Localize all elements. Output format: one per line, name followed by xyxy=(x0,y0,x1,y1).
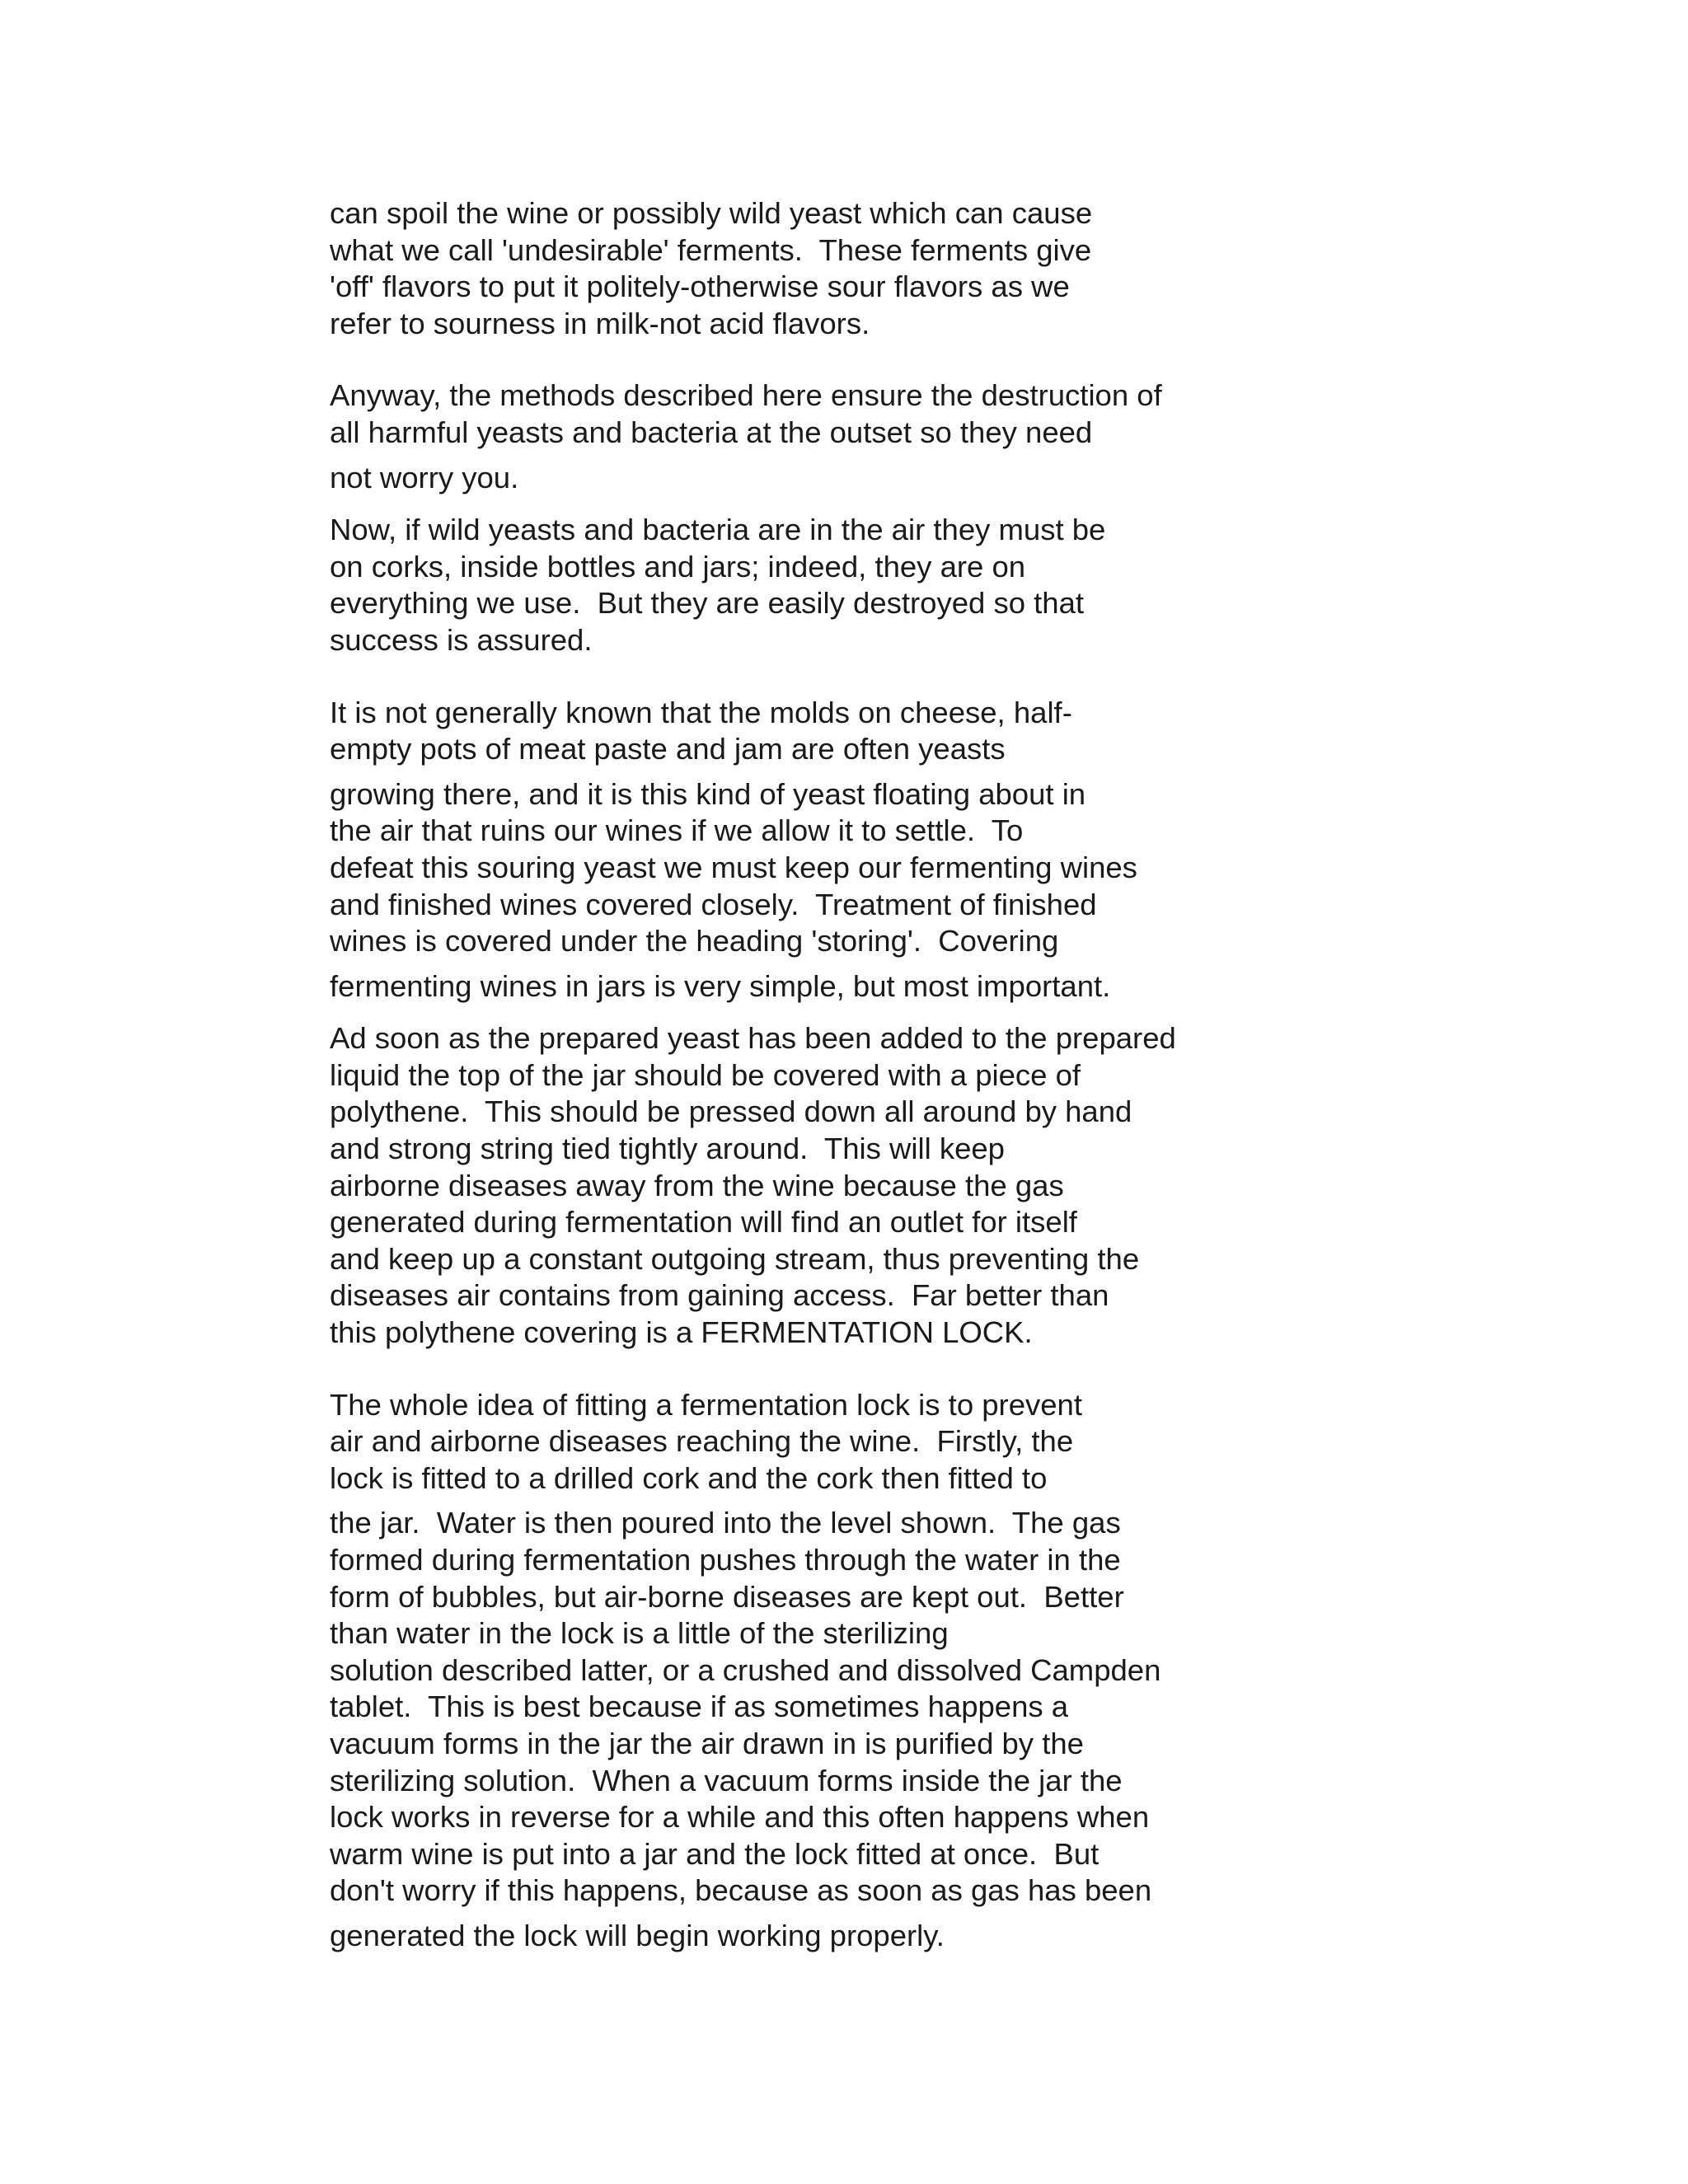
text-line: polythene. This should be pressed down all around by hand xyxy=(330,1094,1132,1129)
text-column xyxy=(330,195,1302,1955)
text-line: everything we use. But they are easily destroyed so that xyxy=(330,586,1085,621)
text-line: and strong string tied tightly around. This will keep xyxy=(330,1132,1005,1166)
paragraph-lock-working xyxy=(330,1918,1302,1955)
text-line: form of bubbles, but air-borne diseases are kept out. Better xyxy=(330,1579,1124,1614)
text-line: fermenting wines in jars is very simple, but most important. xyxy=(330,968,1111,1003)
paragraph-gap xyxy=(330,960,1302,968)
text-line: this polythene covering is a FERMENTATION LOCK. xyxy=(330,1315,1033,1350)
text-line: diseases air contains from gaining access. Far better than xyxy=(330,1278,1109,1313)
text-line: vacuum forms in the jar the air drawn in is purified by the xyxy=(330,1726,1084,1760)
text-line: airborne diseases away from the wine because the gas xyxy=(330,1168,1064,1202)
text-line: don't worry if this happens, because as soon as gas has been xyxy=(330,1873,1152,1908)
text-line: can spoil the wine or possibly wild yeast which can cause xyxy=(330,196,1093,230)
text-line: Ad soon as the prepared yeast has been added to the prepared xyxy=(330,1021,1176,1056)
text-line: sterilizing solution. When a vacuum forms inside the jar the xyxy=(330,1763,1123,1797)
text-line: all harmful yeasts and bacteria at the outset so they need xyxy=(330,415,1093,449)
text-line: refer to sourness in milk-not acid flavors. xyxy=(330,306,870,340)
paragraph-wild-yeasts xyxy=(330,512,1302,658)
paragraph-fermentation-lock xyxy=(330,1387,1302,1497)
paragraph-gap xyxy=(330,496,1302,512)
text-line: warm wine is put into a jar and the lock fitted at once. But xyxy=(330,1836,1100,1871)
text-line: the jar. Water is then poured into the level shown. The gas xyxy=(330,1506,1121,1540)
text-line: success is assured. xyxy=(330,622,593,657)
text-line: 'off' flavors to put it politely-otherwise sour flavors as we xyxy=(330,269,1070,304)
paragraph-lock-water xyxy=(330,1505,1302,1910)
paragraph-spoilage xyxy=(330,195,1302,342)
text-line: liquid the top of the jar should be covered with a piece of xyxy=(330,1057,1081,1092)
paragraph-gap xyxy=(330,659,1302,695)
text-line: on corks, inside bottles and jars; indeed, they are on xyxy=(330,549,1026,583)
text-line: Now, if wild yeasts and bacteria are in the air they must be xyxy=(330,513,1106,547)
paragraph-gap xyxy=(330,1910,1302,1918)
text-line: The whole idea of fitting a fermentation lock is to prevent xyxy=(330,1387,1082,1422)
text-line: than water in the lock is a little of the sterilizing xyxy=(330,1616,949,1651)
paragraph-gap xyxy=(330,452,1302,460)
paragraph-covering xyxy=(330,968,1302,1005)
text-line: It is not generally known that the molds on cheese, half- xyxy=(330,695,1072,729)
text-line: and keep up a constant outgoing stream, thus preventing the xyxy=(330,1241,1140,1276)
text-line: lock works in reverse for a while and this often happens when xyxy=(330,1800,1150,1835)
text-line: not worry you. xyxy=(330,460,519,494)
paragraph-methods xyxy=(330,377,1302,451)
paragraph-polythene xyxy=(330,1020,1302,1351)
paragraph-gap xyxy=(330,1352,1302,1387)
text-line: solution described latter, or a crushed and dissolved Campden xyxy=(330,1652,1161,1687)
text-line: Anyway, the methods described here ensure the destruction of xyxy=(330,378,1162,413)
text-line: what we call 'undesirable' ferments. These ferments give xyxy=(330,232,1092,267)
text-line: lock is fitted to a drilled cork and the cork then fitted to xyxy=(330,1460,1048,1495)
text-line: air and airborne diseases reaching the wine. Firstly, the xyxy=(330,1424,1074,1459)
text-line: wines is covered under the heading 'storing'. Covering xyxy=(330,924,1059,958)
text-line: defeat this souring yeast we must keep our fermenting wines xyxy=(330,850,1137,884)
text-line: formed during fermentation pushes through the water in the xyxy=(330,1543,1121,1577)
text-line: and finished wines covered closely. Treatment of finished xyxy=(330,887,1097,921)
paragraph-gap xyxy=(330,342,1302,377)
paragraph-gap xyxy=(330,768,1302,776)
text-line: tablet. This is best because if as sometimes happens a xyxy=(330,1690,1069,1724)
text-line: the air that ruins our wines if we allow it to settle. To xyxy=(330,813,1024,848)
text-line: empty pots of meat paste and jam are often yeasts xyxy=(330,732,1006,766)
paragraph-souring-yeast xyxy=(330,776,1302,960)
text-line: generated the lock will begin working properly. xyxy=(330,1918,945,1952)
paragraph-gap xyxy=(330,1005,1302,1020)
paragraph-gap xyxy=(330,1497,1302,1505)
paragraph-molds xyxy=(330,695,1302,768)
text-line: generated during fermentation will find an outlet for itself xyxy=(330,1205,1077,1240)
paragraph-methods-end xyxy=(330,460,1302,497)
text-line: growing there, and it is this kind of yeast floating about in xyxy=(330,776,1086,811)
